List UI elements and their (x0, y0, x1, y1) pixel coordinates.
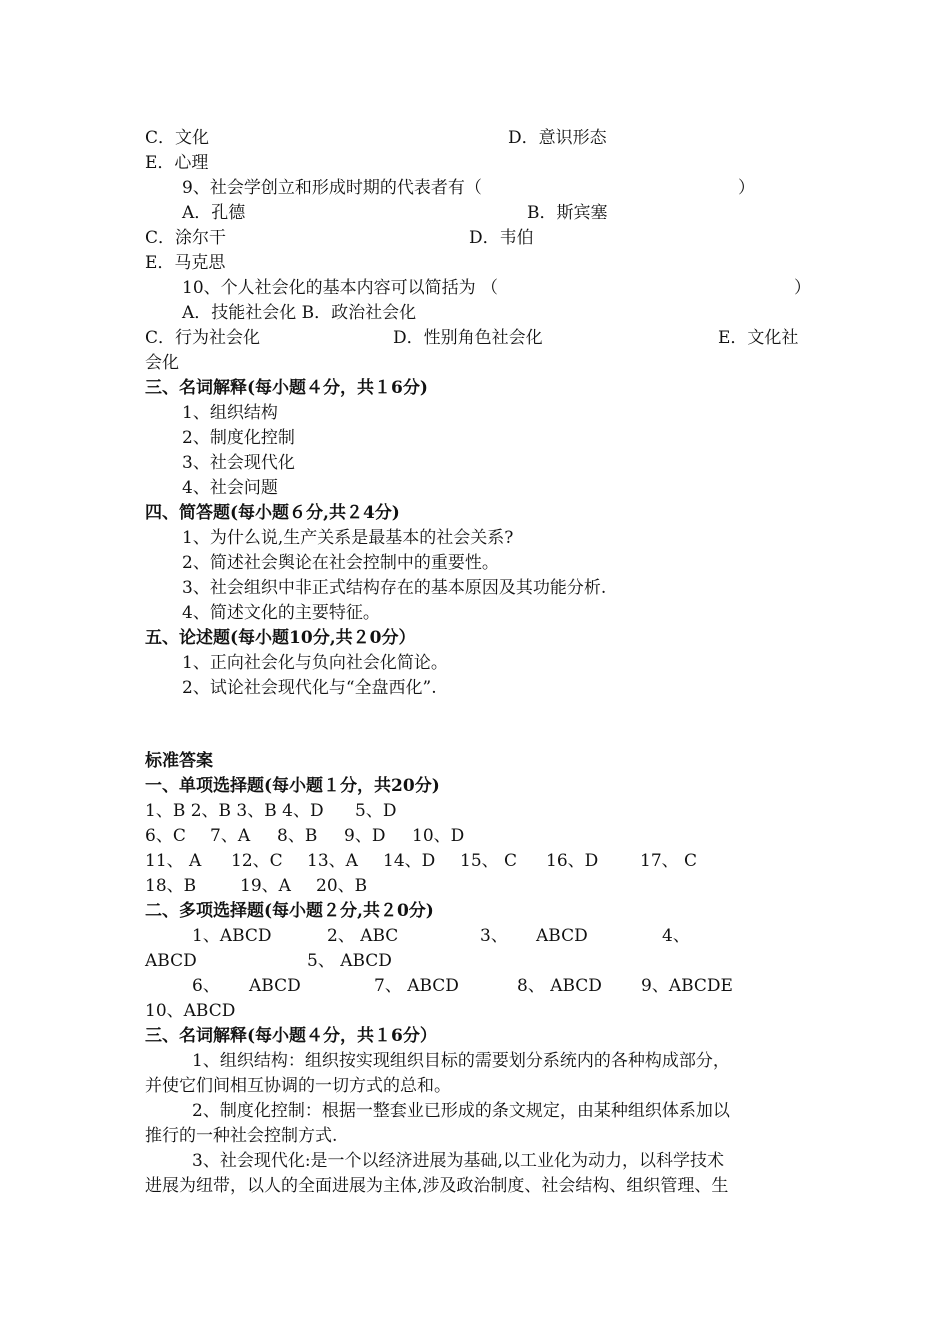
answer-row-3: 17、 C (640, 851, 698, 871)
answer-row-2: 8、B (277, 826, 318, 846)
multi-answer: 2、 ABC (327, 926, 399, 946)
section-4-item: 1、为什么说,生产关系是最基本的社会关系? (182, 528, 514, 548)
multi-answer: ABCD (145, 951, 197, 971)
answer-row-2: 7、A (210, 826, 251, 846)
option-8d: D．意识形态 (508, 128, 607, 148)
answer-row-3: 12、C (231, 851, 283, 871)
section-5-title: 五、论述题(每小题10分,共２0分） (145, 628, 416, 648)
answer-row-2: 6、C (145, 826, 186, 846)
option-9e: E．马克思 (145, 253, 226, 273)
option-10c: C．行为社会化 (145, 328, 261, 348)
answers-s3-title: 三、名词解释(每小题４分，共１6分） (145, 1026, 437, 1046)
answers-title: 标准答案 (145, 751, 213, 771)
section-3-item: 4、社会问题 (182, 478, 278, 498)
answer-row-4: 18、B (145, 876, 197, 896)
multi-answer: ABCD (249, 976, 301, 996)
answers-s1-title: 一、单项选择题(每小题１分，共20分) (145, 776, 440, 796)
answer-row-2: 10、D (412, 826, 465, 846)
option-10d: D．性别角色社会化 (393, 328, 543, 348)
multi-answer: 1、ABCD (192, 926, 272, 946)
option-10ab: A．技能社会化 B．政治社会化 (182, 303, 417, 323)
section-4-item: 2、简述社会舆论在社会控制中的重要性。 (182, 553, 499, 573)
option-9b: B．斯宾塞 (527, 203, 608, 223)
answer-row-4: 19、A (240, 876, 291, 896)
definition-line: 并使它们间相互协调的一切方式的总和。 (145, 1076, 451, 1096)
option-9c: C．涂尔干 (145, 228, 227, 248)
definition-line: 2、制度化控制：根据一整套业已形成的条文规定，由某种组织体系加以 (192, 1101, 730, 1121)
definition-line: 3、社会现代化:是一个以经济进展为基础,以工业化为动力，以科学技术 (192, 1151, 724, 1171)
question-9-stem: 9、社会学创立和形成时期的代表者有（ (182, 178, 482, 198)
section-4-title: 四、简答题(每小题６分,共２4分) (145, 503, 400, 523)
section-3-item: 3、社会现代化 (182, 453, 295, 473)
answers-s2-title: 二、多项选择题(每小题２分,共２0分) (145, 901, 434, 921)
option-9a: A．孔德 (182, 203, 246, 223)
question-9-close: ） (738, 178, 755, 198)
multi-answer: 3、 (480, 926, 508, 946)
option-9d: D．韦伯 (469, 228, 534, 248)
multi-answer: 8、 ABCD (517, 976, 602, 996)
answer-row-3: 11、 A (145, 851, 202, 871)
definition-line: 推行的一种社会控制方式. (145, 1126, 338, 1146)
section-5-item: 1、正向社会化与负向社会化简论。 (182, 653, 448, 673)
answer-row-3: 14、D (383, 851, 436, 871)
answer-row-1: 5、D (355, 801, 397, 821)
option-10e-wrap: 会化 (145, 353, 179, 373)
answer-row-3: 13、A (307, 851, 358, 871)
multi-answer: 7、 ABCD (374, 976, 459, 996)
option-8e: E．心理 (145, 153, 209, 173)
answer-row-3: 16、D (546, 851, 599, 871)
definition-line: 1、组织结构：组织按实现组织目标的需要划分系统内的各种构成部分， (192, 1051, 730, 1071)
question-10-close: ） (794, 278, 811, 298)
multi-answer: ABCD (536, 926, 588, 946)
section-3-title: 三、名词解释(每小题４分，共１6分) (145, 378, 428, 398)
multi-answer: 4、 (662, 926, 690, 946)
definition-line: 进展为纽带，以人的全面进展为主体,涉及政治制度、社会结构、组织管理、生 (145, 1176, 729, 1196)
section-3-item: 2、制度化控制 (182, 428, 295, 448)
multi-answer: 9、ABCDE (641, 976, 733, 996)
multi-answer: 10、ABCD (145, 1001, 236, 1021)
option-8c: C．文化 (145, 128, 210, 148)
multi-answer: 6、 (192, 976, 220, 996)
section-5-item: 2、试论社会现代化与“全盘西化”. (182, 678, 437, 698)
section-4-item: 3、社会组织中非正式结构存在的基本原因及其功能分析. (182, 578, 607, 598)
answer-row-3: 15、 C (460, 851, 518, 871)
answer-row-4: 20、B (316, 876, 368, 896)
section-3-item: 1、组织结构 (182, 403, 278, 423)
question-10-stem: 10、个人社会化的基本内容可以简括为 （ (182, 278, 499, 298)
answer-row-1: 1、B 2、B 3、B 4、D (145, 801, 324, 821)
option-10e: E．文化社 (718, 328, 799, 348)
section-4-item: 4、简述文化的主要特征。 (182, 603, 380, 623)
multi-answer: 5、 ABCD (307, 951, 392, 971)
answer-row-2: 9、D (344, 826, 386, 846)
